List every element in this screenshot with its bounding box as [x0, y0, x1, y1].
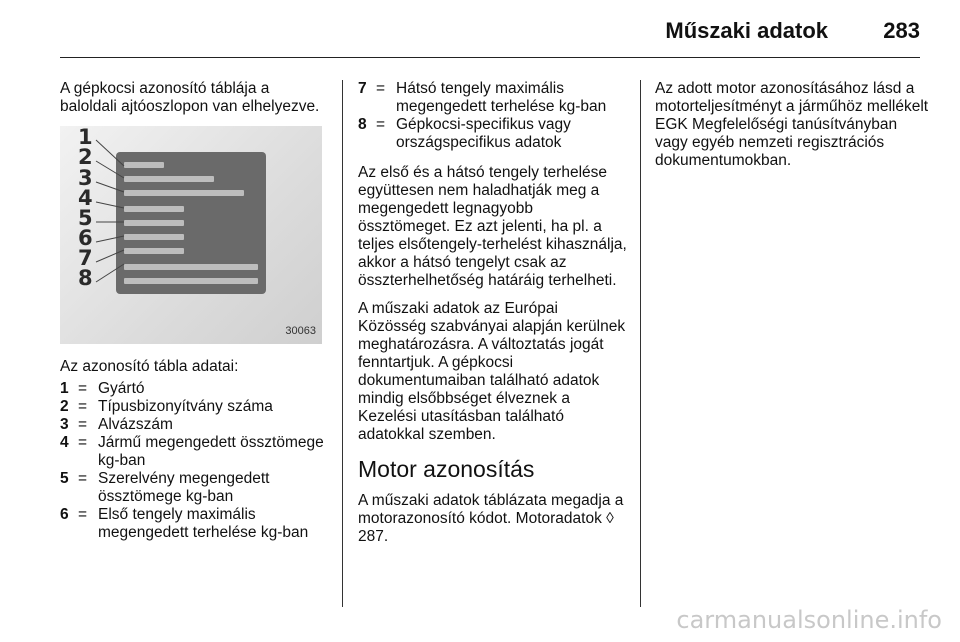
- legend-list-continued: [358, 80, 628, 152]
- figure-code: 30063: [285, 325, 316, 337]
- column-2: [358, 80, 628, 556]
- legend-text: Szerelvény megengedett össztömege kg-ban: [98, 470, 270, 505]
- legend-number: 3: [60, 416, 69, 433]
- identification-plate-photo: [60, 126, 322, 344]
- callout-lines: [60, 126, 322, 344]
- callout-label: 1: [78, 126, 93, 149]
- callout-label: 7: [78, 246, 93, 270]
- legend-number: 7: [358, 80, 367, 97]
- column-divider-1: [342, 80, 343, 607]
- legend-equals: =: [78, 380, 88, 397]
- legend-text: Első tengely maximális megengedett terhelése kg-ban: [98, 506, 309, 541]
- callout-label: 8: [78, 266, 93, 290]
- callout-label: 6: [78, 226, 93, 250]
- legend-text: Típusbizonyítvány száma: [98, 398, 273, 415]
- legend-equals: =: [376, 116, 386, 133]
- legend-item: [60, 506, 330, 542]
- legend-text: Gépkocsi-specifikus vagy országspecifikus adatok: [396, 116, 571, 151]
- callout-label: 3: [78, 166, 93, 190]
- legend-number: 2: [60, 398, 69, 415]
- legend-number: 4: [60, 434, 69, 451]
- legend-text: Gyártó: [98, 380, 145, 397]
- standards-paragraph: A műszaki adatok az Európai Közösség szabványai alapján kerülnek meghatározásra. A változtatás jogát fenntartjuk. A gépkocsi dokumentumaiban található adatok mindig elsőbbséget élveznek a Kezelési utasításban található adatokkal szemben.: [358, 300, 626, 443]
- legend-item: [60, 434, 330, 470]
- column-3: [655, 80, 930, 180]
- legend-number: 8: [358, 116, 367, 133]
- callout-label: 2: [78, 145, 93, 169]
- legend-text: Hátsó tengely maximális megengedett terhelése kg-ban: [396, 80, 607, 115]
- legend-equals: =: [376, 80, 386, 97]
- legend-item: [60, 398, 330, 416]
- section-heading: Motor azonosítás: [358, 456, 535, 482]
- column-divider-2: [640, 80, 641, 607]
- legend-equals: =: [78, 506, 88, 523]
- page-header-title: Műszaki adatok: [665, 18, 828, 43]
- legend-equals: =: [78, 434, 88, 451]
- legend-caption: Az azonosító tábla adatai:: [60, 358, 239, 375]
- watermark: carmanualsonline.info: [676, 606, 942, 634]
- legend-item: [60, 380, 330, 398]
- intro-paragraph: A gépkocsi azonosító táblája a baloldali ajtóoszlopon van elhelyezve.: [60, 80, 320, 115]
- callout-label: 5: [78, 206, 93, 230]
- legend-item: [60, 416, 330, 434]
- axle-load-paragraph: Az első és a hátsó tengely terhelése együttesen nem haladhatják meg a megengedett legnagyobb össztömeget. Ez azt jelenti, ha pl. a teljes elsőtengely-terhelést kihasználja, akkor a hátsó tengelyt csak az összterhelhetőség határáig terhelheti.: [358, 164, 627, 289]
- engine-id-paragraph: A műszaki adatok táblázata megadja a motorazonosító kódot. Motoradatok ◊ 287.: [358, 492, 624, 545]
- column-1: [60, 80, 330, 542]
- legend-item: [60, 470, 330, 506]
- callout-label: 4: [78, 186, 93, 210]
- legend-text: Alvázszám: [98, 416, 173, 433]
- legend-text: Jármű megengedett össztömege kg-ban: [98, 434, 324, 469]
- legend-item: [358, 80, 628, 116]
- engine-identification-note: Az adott motor azonosításához lásd a motorteljesítményt a járműhöz mellékelt EGK Megfelelőségi tanúsítványban vagy egyéb nemzeti regisztrációs dokumentumokban.: [655, 80, 929, 169]
- legend-equals: =: [78, 398, 88, 415]
- legend-item: [358, 116, 628, 152]
- legend-list: [60, 380, 330, 542]
- legend-number: 5: [60, 470, 69, 487]
- header-divider: [60, 57, 920, 58]
- legend-equals: =: [78, 470, 88, 487]
- page-number: 283: [883, 18, 920, 43]
- legend-equals: =: [78, 416, 88, 433]
- legend-number: 6: [60, 506, 69, 523]
- legend-number: 1: [60, 380, 69, 397]
